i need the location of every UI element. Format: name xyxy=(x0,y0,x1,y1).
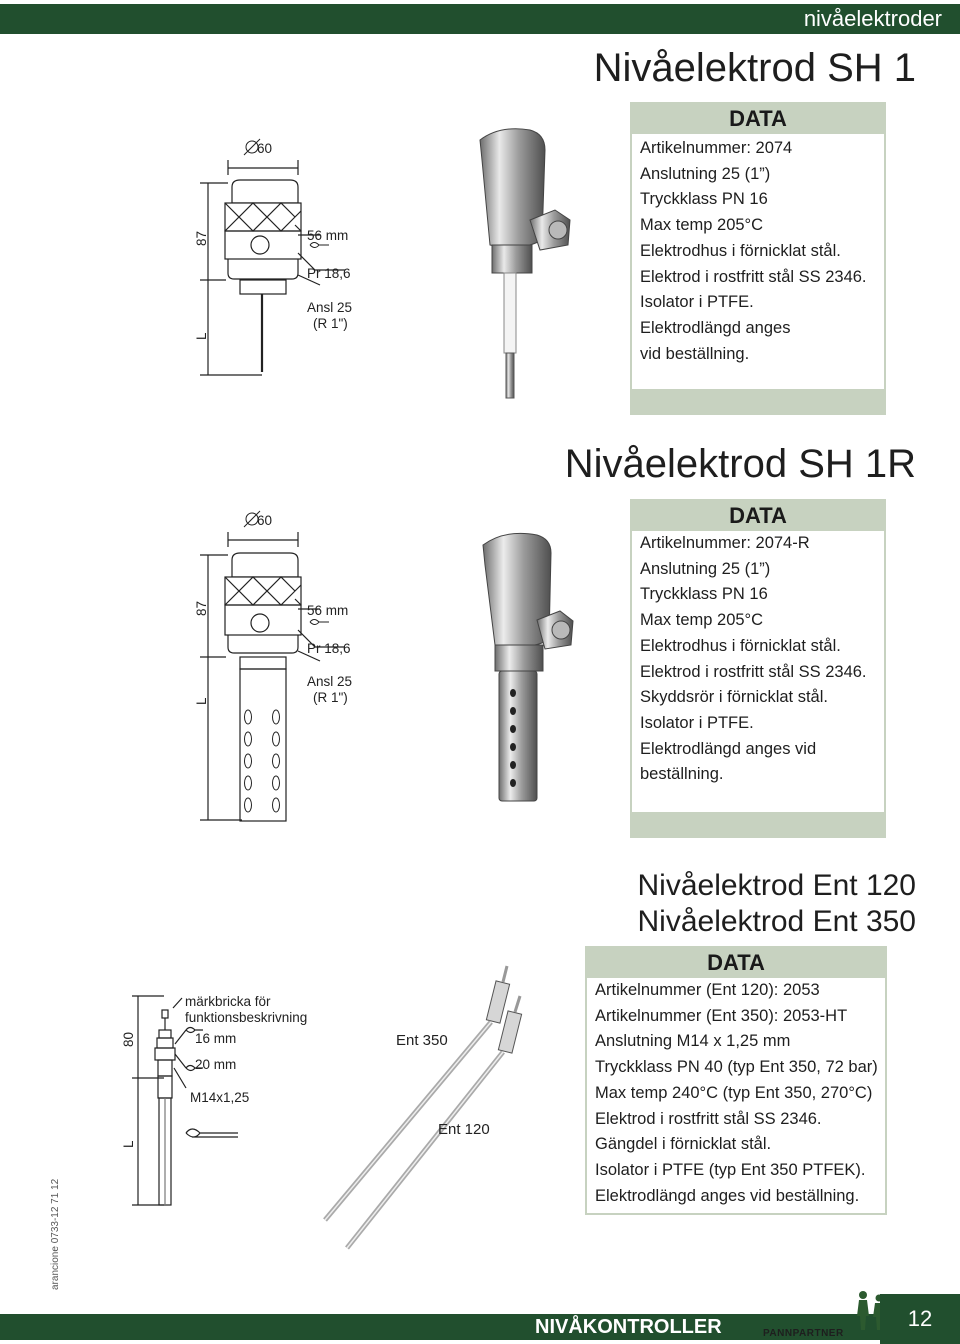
data-line: Anslutning M14 x 1,25 mm xyxy=(595,1032,791,1051)
data-line: Elektrod i rostfritt stål SS 2346. xyxy=(640,267,867,286)
data-line: Max temp 240°C (typ Ent 350, 270°C) xyxy=(595,1083,873,1102)
data-line: Elektrodlängd anges xyxy=(640,318,791,337)
data-line: Tryckklass PN 40 (typ Ent 350, 72 bar) xyxy=(595,1058,878,1077)
data-line: Elektrodhus i förnicklat stål. xyxy=(640,241,841,260)
data-line: Max temp 205°C xyxy=(640,216,764,235)
drawing-sh1-thread: (R 1") xyxy=(313,316,348,331)
drawing-ent-tag-label-2: funktionsbeskrivning xyxy=(185,1010,308,1025)
drawing-sh1-wrench: 56 mm xyxy=(307,228,349,243)
data-lines-ent xyxy=(595,978,879,1209)
data-line: Tryckklass PN 16 xyxy=(640,585,768,604)
data-box-sh1 xyxy=(630,102,886,415)
category-label: nivåelektroder xyxy=(803,6,942,31)
page-number: 12 xyxy=(907,1306,933,1331)
data-line: Tryckklass PN 16 xyxy=(640,190,768,209)
data-line: Elektrod i rostfritt stål SS 2346. xyxy=(595,1109,822,1128)
data-line: Artikelnummer (Ent 120): 2053 xyxy=(595,981,820,999)
data-line: Elektrodlängd anges vid beställning. xyxy=(595,1186,860,1205)
section-title-ent xyxy=(638,868,917,940)
data-line: Skyddsrör i förnicklat stål. xyxy=(640,688,828,707)
drawing-sh1r-ansl: Ansl 25 xyxy=(307,674,353,689)
data-line: Anslutning 25 (1”) xyxy=(640,164,771,183)
data-line: Gängdel i förnicklat stål. xyxy=(595,1135,772,1154)
drawing-sh1-length: L xyxy=(194,332,209,340)
data-heading: DATA xyxy=(632,499,884,531)
drawing-sh1r-thread: (R 1") xyxy=(313,690,348,705)
section-title-ent-350: Nivåelektrod Ent 350 xyxy=(637,905,916,938)
product-photo-sh1r xyxy=(475,525,595,805)
product-photo-ent xyxy=(315,960,545,1255)
drawing-sh1-height: 87 xyxy=(194,230,209,246)
section-title-sh1r: Nivåelektrod SH 1R xyxy=(564,442,916,486)
data-line: Artikelnummer (Ent 350): 2053-HT xyxy=(595,1006,848,1025)
drawing-sh1r-length: L xyxy=(194,697,209,705)
data-line: Isolator i PTFE. xyxy=(640,293,754,312)
section-title-ent-120: Nivåelektrod Ent 120 xyxy=(637,869,916,902)
drawing-ent-length: L xyxy=(121,1140,136,1148)
data-line: Artikelnummer: 2074-R xyxy=(640,534,810,552)
photo-label-ent120: Ent 120 xyxy=(438,1121,490,1138)
data-line: Anslutning 25 (1”) xyxy=(640,559,771,578)
drawing-ent-height: 80 xyxy=(121,1031,136,1047)
data-lines-sh1r xyxy=(640,531,878,788)
data-line: beställning. xyxy=(640,765,724,784)
data-line: Isolator i PTFE (typ Ent 350 PTFEK). xyxy=(595,1160,866,1179)
side-code: arancione 0733-12 71 12 xyxy=(50,1178,61,1290)
data-line: Elektrodhus i förnicklat stål. xyxy=(640,636,841,655)
photo-label-ent350: Ent 350 xyxy=(396,1032,448,1049)
drawing-sh1r-height: 87 xyxy=(194,600,209,616)
footer-logo-text: PANNPARTNER xyxy=(763,1328,844,1339)
data-box-ent xyxy=(585,946,887,1215)
data-heading: DATA xyxy=(632,102,884,134)
data-line: Artikelnummer: 2074 xyxy=(640,139,793,157)
drawing-ent-thread: M14x1,25 xyxy=(190,1090,250,1105)
data-line: Elektrod i rostfritt stål SS 2346. xyxy=(640,662,867,681)
drawing-ent-wrench-1: 16 mm xyxy=(195,1031,237,1046)
data-lines-sh1 xyxy=(640,136,878,367)
drawing-sh1r xyxy=(180,505,380,825)
data-box-sh1r xyxy=(630,499,886,838)
drawing-sh1r-wrench: 56 mm xyxy=(307,603,349,618)
data-heading: DATA xyxy=(587,946,885,978)
drawing-sh1r-pr: Pr 18,6 xyxy=(307,641,351,656)
drawing-ent-tag-label-1: märkbricka för xyxy=(185,994,271,1009)
data-box-footer xyxy=(632,812,884,838)
section-title-sh1: Nivåelektrod SH 1 xyxy=(593,46,916,90)
drawing-sh1r-diameter: 60 xyxy=(257,513,273,528)
footer-label: NIVÅKONTROLLER xyxy=(535,1316,722,1338)
data-line: Max temp 205°C xyxy=(640,611,764,630)
drawing-sh1-diameter: 60 xyxy=(257,141,273,156)
product-photo-sh1 xyxy=(460,120,590,400)
data-line: vid beställning. xyxy=(640,344,750,363)
drawing-sh1 xyxy=(180,135,380,385)
data-box-footer xyxy=(632,389,884,415)
drawing-sh1-ansl: Ansl 25 xyxy=(307,300,353,315)
data-line: Elektrodlängd anges vid xyxy=(640,739,817,758)
header-bar xyxy=(0,4,960,34)
drawing-sh1-pr: Pr 18,6 xyxy=(307,266,351,281)
data-line: Isolator i PTFE. xyxy=(640,713,754,732)
drawing-ent-wrench-2: 20 mm xyxy=(195,1057,237,1072)
